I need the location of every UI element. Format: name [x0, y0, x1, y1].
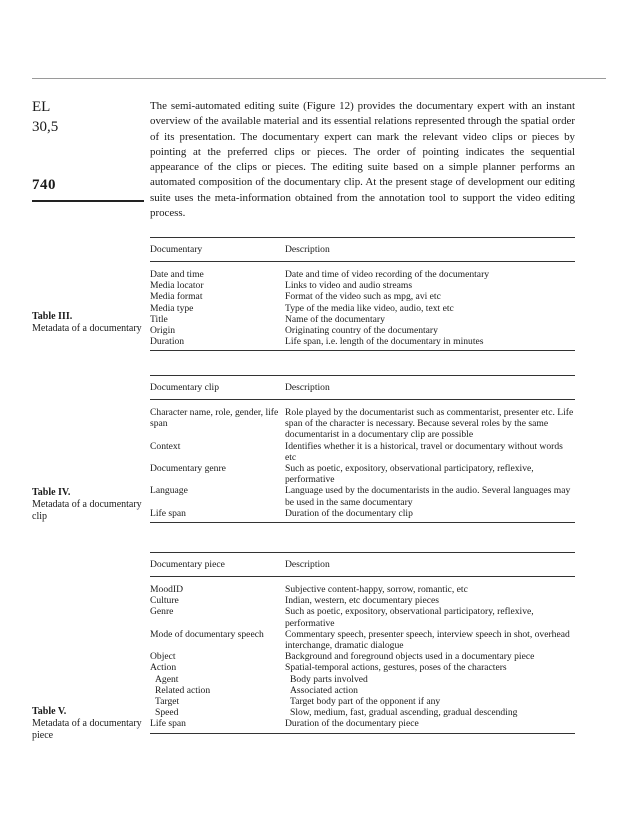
table-5-header [150, 553, 575, 576]
table-cell: Duration of the documentary piece [285, 718, 419, 730]
table-cell: Identifies whether it is a historical, travel or documentary without words etc [285, 440, 563, 463]
table-row [150, 584, 575, 595]
table-3-bottom-rule [150, 350, 575, 351]
table-row [150, 718, 575, 729]
table-cell: Subjective content-happy, sorrow, romantic, etc [285, 584, 468, 595]
table-4-bottom-rule [150, 522, 575, 523]
table-4-body [150, 400, 575, 522]
journal-info [32, 97, 58, 137]
journal-volume: 30,5 [32, 119, 59, 135]
table-3-caption-title: Table III. [32, 311, 73, 322]
table-cell: Such as poetic, expository, observational participatory, reflexive, performative [285, 606, 534, 629]
table-cell: Spatial-temporal actions, gestures, poses of the characters [285, 662, 507, 674]
table-5-caption [32, 706, 142, 742]
table-cell: Duration of the documentary clip [285, 507, 413, 519]
table-cell: Role played by the documentarist such as commentarist, presenter etc. Life span of the character is necessary. Because several roles by the same documentarist in a documentary clip are possible [285, 407, 574, 441]
table-cell: Media type [150, 302, 194, 314]
table-4 [150, 375, 575, 523]
table-row [150, 303, 575, 314]
table-row [150, 662, 575, 673]
table-3-caption-text: Metadata of a documentary [32, 323, 142, 334]
table-cell: Indian, western, etc documentary pieces [285, 595, 439, 607]
table-row [150, 707, 575, 718]
table-cell: Life span [150, 718, 186, 730]
table-cell: Agent [155, 673, 179, 685]
page-number: 740 [32, 177, 56, 193]
table-row [150, 485, 575, 507]
table-cell: Commentary speech, presenter speech, interview speech in shot, overhead interchange, dramatic dialogue [285, 628, 570, 652]
table-row [150, 508, 575, 519]
table-row [150, 441, 575, 463]
table-4-header [150, 376, 575, 399]
table-row [150, 291, 575, 302]
table-row [150, 463, 575, 485]
table-cell: Object [150, 651, 176, 663]
table-cell: Date and time [150, 269, 204, 280]
table-cell: Speed [155, 707, 179, 719]
table-cell: Context [150, 440, 181, 452]
table-cell: Links to video and audio streams [285, 280, 413, 292]
table-3-header-col1: Documentary [150, 243, 203, 255]
table-4-caption-title: Table IV. [32, 487, 71, 498]
table-cell: Name of the documentary [285, 313, 385, 325]
table-cell: Language [150, 485, 188, 497]
table-cell: Language used by the documentarists in the audio. Several languages may be used in the same documentary [285, 485, 571, 508]
table-cell: MoodID [150, 584, 184, 595]
table-3-caption [32, 311, 142, 335]
page-number-rule [32, 200, 144, 202]
table-row [150, 685, 575, 696]
table-row [150, 696, 575, 707]
table-4-caption-text: Metadata of a documentary clip [32, 499, 142, 522]
body-paragraph: The semi-automated editing suite (Figure 12) provides the documentary expert with an instant overview of the available material and its essential relations represented through the spatial order of its presentation. The documentary expert can mark the relevant video clips or pieces by pointing at the preferred clips or pieces. The order of pointing indicates the sequential appearance of the clips or pieces. The editing suite based on a simple planner performs an automated composition of the documentary clip. At the present stage of development our editing suite uses the meta-information obtained from the annotation tool to support the video editing process. [150, 100, 575, 220]
table-cell: Origin [150, 325, 176, 337]
table-cell: Body parts involved [290, 673, 368, 685]
table-cell: Target [155, 696, 180, 708]
table-3-body [150, 262, 575, 350]
table-row [150, 407, 575, 441]
table-row [150, 606, 575, 628]
table-row [150, 595, 575, 606]
table-cell: Slow, medium, fast, gradual ascending, gradual descending [290, 707, 518, 719]
table-5-body [150, 577, 575, 733]
table-row [150, 269, 575, 280]
table-5-caption-title: Table V. [32, 706, 67, 717]
table-3-header-col2: Description [285, 243, 330, 255]
table-cell: Life span [150, 507, 186, 519]
table-5 [150, 552, 575, 734]
table-cell: Character name, role, gender, life span [150, 407, 279, 430]
table-4-caption [32, 487, 142, 523]
table-cell: Target body part of the opponent if any [290, 696, 441, 708]
table-row [150, 280, 575, 291]
table-cell: Duration [150, 336, 185, 348]
table-row [150, 314, 575, 325]
table-row [150, 629, 575, 651]
table-cell: Culture [150, 595, 179, 607]
table-cell: Action [150, 662, 177, 674]
table-cell: Media locator [150, 280, 204, 292]
journal-name: EL [32, 99, 51, 115]
table-5-caption-text: Metadata of a documentary piece [32, 718, 142, 741]
table-cell: Date and time of video recording of the documentary [285, 269, 490, 280]
table-cell: Associated action [290, 684, 358, 696]
table-cell: Mode of documentary speech [150, 628, 264, 640]
table-cell: Originating country of the documentary [285, 325, 438, 337]
table-5-header-col2: Description [285, 558, 330, 570]
table-cell: Format of the video such as mpg, avi etc [285, 291, 441, 303]
table-cell: Documentary genre [150, 463, 226, 475]
table-5-header-col1: Documentary piece [150, 558, 225, 570]
table-cell: Title [150, 313, 168, 325]
top-rule [32, 78, 606, 79]
table-cell: Media format [150, 291, 203, 303]
table-5-bottom-rule [150, 733, 575, 734]
table-cell: Related action [155, 684, 211, 696]
table-cell: Life span, i.e. length of the documentary in minutes [285, 336, 484, 348]
table-row [150, 674, 575, 685]
table-cell: Type of the media like video, audio, text etc [285, 302, 454, 314]
table-row [150, 651, 575, 662]
table-3-header [150, 238, 575, 261]
table-cell: Genre [150, 606, 174, 618]
table-3 [150, 237, 575, 351]
table-cell: Background and foreground objects used in a documentary piece [285, 651, 535, 663]
table-4-header-col1: Documentary clip [150, 381, 219, 393]
table-row [150, 325, 575, 336]
table-cell: Such as poetic, expository, observational participatory, reflexive, performative [285, 463, 534, 486]
table-row [150, 336, 575, 347]
table-4-header-col2: Description [285, 381, 330, 393]
